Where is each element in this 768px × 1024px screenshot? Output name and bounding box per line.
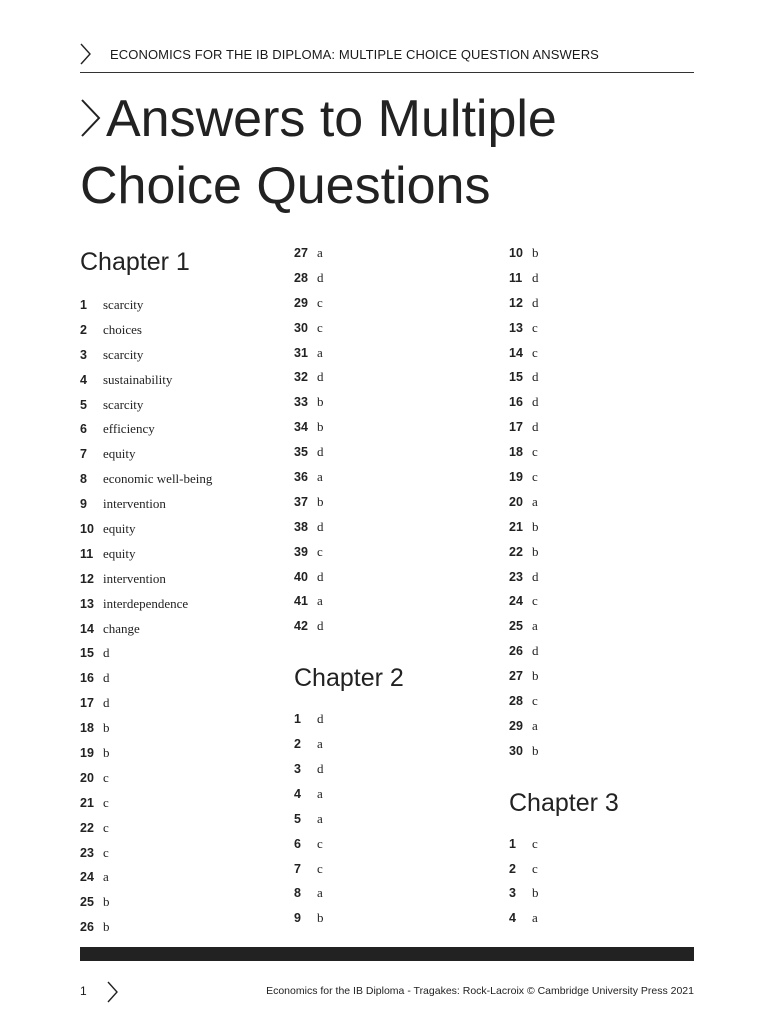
- answer-row: [294, 493, 494, 518]
- answer-text: a: [317, 469, 323, 485]
- answer-row: [509, 518, 709, 543]
- question-number: 25: [509, 619, 523, 634]
- answer-text: b: [532, 518, 539, 534]
- question-number: 8: [294, 886, 301, 901]
- question-number: 24: [509, 594, 523, 609]
- answer-text: a: [317, 810, 323, 826]
- question-number: 4: [80, 372, 87, 387]
- header-text: ECONOMICS FOR THE IB DIPLOMA: MULTIPLE CHOICE QUESTION ANSWERS: [110, 47, 599, 62]
- question-number: 21: [509, 519, 523, 534]
- answer-text: scarcity: [103, 297, 144, 312]
- answer-text: b: [103, 745, 110, 761]
- answer-row: [509, 543, 709, 568]
- question-number: 19: [80, 746, 94, 761]
- question-number: 12: [80, 571, 94, 586]
- question-number: 14: [80, 621, 94, 636]
- answer-row: [80, 445, 280, 470]
- chapter-2-answer-list: [294, 710, 494, 934]
- title-line-2: Choice Questions: [80, 157, 491, 215]
- chapter-1-answer-list: [80, 296, 280, 943]
- answer-text: c: [103, 819, 109, 835]
- answer-text: d: [103, 695, 110, 711]
- answer-row: [294, 543, 494, 568]
- answer-row: [80, 595, 280, 620]
- answer-text: equity: [103, 545, 136, 561]
- answer-row: [509, 884, 709, 909]
- answer-text: d: [532, 568, 539, 584]
- answer-row: [80, 620, 280, 645]
- chapter-3-heading: Chapter 3: [509, 788, 619, 817]
- chapter-1-answer-list-continued: [294, 244, 494, 642]
- answer-row: [80, 495, 280, 520]
- answer-text: scarcity: [103, 346, 144, 362]
- question-number: 23: [509, 569, 523, 584]
- answer-row: [294, 884, 494, 909]
- chapter-2-heading: Chapter 2: [294, 664, 404, 693]
- question-number: 28: [509, 694, 523, 709]
- question-number: 35: [294, 445, 308, 460]
- question-number: 37: [294, 494, 308, 509]
- answer-row: [509, 344, 709, 369]
- answer-text: a: [532, 618, 538, 634]
- footer-bar: [80, 947, 694, 961]
- question-number: 21: [80, 795, 94, 810]
- answer-row: [80, 719, 280, 744]
- answer-text: b: [103, 894, 110, 910]
- running-header: [80, 40, 694, 73]
- answer-row: [80, 545, 280, 570]
- question-number: 20: [509, 494, 523, 509]
- answer-row: [294, 760, 494, 785]
- question-number: 28: [294, 270, 308, 285]
- answer-row: [509, 742, 709, 767]
- question-number: 2: [509, 861, 516, 876]
- answer-text: c: [532, 444, 538, 460]
- answer-text: d: [317, 444, 324, 460]
- answer-text: b: [317, 419, 324, 435]
- answer-row: [294, 294, 494, 319]
- answer-row: [509, 269, 709, 294]
- question-number: 15: [80, 646, 94, 661]
- question-number: 1: [509, 836, 516, 851]
- question-number: 4: [294, 786, 301, 801]
- answer-text: c: [532, 344, 538, 360]
- answer-row: [294, 443, 494, 468]
- answer-row: [80, 868, 280, 893]
- question-number: 6: [80, 422, 87, 437]
- answer-text: d: [532, 419, 539, 435]
- answer-row: [80, 819, 280, 844]
- answer-row: [294, 244, 494, 269]
- chapter-3-answer-list: [509, 835, 709, 935]
- question-number: 13: [509, 320, 523, 335]
- question-number: 27: [294, 246, 308, 260]
- question-number: 22: [509, 544, 523, 559]
- answer-row: [509, 493, 709, 518]
- question-number: 6: [294, 836, 301, 851]
- question-number: 11: [80, 546, 94, 561]
- answer-text: d: [317, 618, 324, 634]
- question-number: 14: [509, 345, 523, 360]
- chapter-1-heading: Chapter 1: [80, 248, 190, 276]
- answer-row: [80, 570, 280, 595]
- question-number: 18: [509, 445, 523, 460]
- answer-text: c: [317, 543, 323, 559]
- question-number: 26: [509, 644, 523, 659]
- answer-text: c: [317, 835, 323, 851]
- answer-text: c: [317, 319, 323, 335]
- question-number: 20: [80, 770, 94, 785]
- answer-text: c: [103, 844, 109, 860]
- question-number: 2: [80, 322, 87, 337]
- answer-row: [509, 835, 709, 860]
- answer-text: c: [532, 593, 538, 609]
- chevron-right-icon: [80, 43, 92, 65]
- answer-text: c: [532, 860, 538, 876]
- question-number: 18: [80, 721, 94, 736]
- answer-row: [80, 694, 280, 719]
- answer-row: [509, 294, 709, 319]
- question-number: 34: [294, 420, 308, 435]
- answer-text: b: [532, 668, 539, 684]
- answer-text: d: [317, 711, 324, 727]
- answer-row: [294, 617, 494, 642]
- question-number: 9: [80, 497, 87, 512]
- question-number: 7: [294, 861, 301, 876]
- answer-text: b: [532, 885, 539, 901]
- question-number: 3: [509, 886, 516, 901]
- answer-row: [509, 667, 709, 692]
- answer-row: [294, 319, 494, 344]
- answer-row: [294, 368, 494, 393]
- question-number: 9: [294, 911, 301, 926]
- answer-text: a: [317, 245, 323, 260]
- answer-text: d: [317, 269, 324, 285]
- question-number: 1: [80, 298, 87, 312]
- answers-column-2: [294, 244, 494, 934]
- question-number: 3: [294, 762, 301, 777]
- answer-row: [294, 468, 494, 493]
- answer-row: [509, 592, 709, 617]
- answer-text: intervention: [103, 496, 166, 512]
- question-number: 8: [80, 472, 87, 487]
- chapter-2-answer-list-continued: [509, 244, 709, 767]
- question-number: 17: [80, 696, 94, 711]
- question-number: 7: [80, 447, 87, 462]
- answer-text: d: [317, 518, 324, 534]
- question-number: 2: [294, 737, 301, 752]
- answer-row: [80, 918, 280, 943]
- question-number: 41: [294, 594, 308, 609]
- answer-text: choices: [103, 321, 142, 337]
- answer-text: d: [532, 643, 539, 659]
- question-number: 33: [294, 395, 308, 410]
- answers-column-3: [509, 244, 709, 934]
- answer-row: [509, 568, 709, 593]
- answer-text: b: [532, 543, 539, 559]
- question-number: 30: [294, 320, 308, 335]
- answer-row: [80, 296, 280, 321]
- question-number: 26: [80, 920, 94, 935]
- answer-text: a: [103, 869, 109, 885]
- footer-credit: Economics for the IB Diploma - Tragakes: Rock-Lacroix © Cambridge University Press 2021: [266, 985, 694, 997]
- answer-text: d: [317, 369, 324, 385]
- answer-text: a: [317, 785, 323, 801]
- question-number: 31: [294, 345, 308, 360]
- page-number: 1: [80, 984, 87, 998]
- answer-row: [294, 860, 494, 885]
- question-number: 5: [80, 397, 87, 412]
- question-number: 17: [509, 420, 523, 435]
- answer-text: a: [317, 344, 323, 360]
- answer-row: [509, 418, 709, 443]
- answer-row: [509, 443, 709, 468]
- answer-text: c: [103, 794, 109, 810]
- answer-text: equity: [103, 446, 136, 462]
- question-number: 29: [509, 718, 523, 733]
- answer-text: b: [532, 742, 539, 758]
- answer-text: d: [317, 761, 324, 777]
- answer-text: c: [317, 294, 323, 310]
- question-number: 4: [509, 911, 516, 926]
- answer-text: d: [532, 369, 539, 385]
- answers-column-1: [80, 244, 280, 943]
- answer-text: d: [532, 269, 539, 285]
- chevron-right-icon: [107, 981, 119, 1003]
- answer-row: [509, 319, 709, 344]
- question-number: 24: [80, 870, 94, 885]
- answer-row: [294, 909, 494, 934]
- answer-text: b: [317, 394, 324, 410]
- answer-row: [294, 568, 494, 593]
- answer-text: a: [317, 736, 323, 752]
- answer-row: [80, 794, 280, 819]
- answer-row: [509, 468, 709, 493]
- answer-row: [80, 893, 280, 918]
- question-number: 36: [294, 470, 308, 485]
- question-number: 3: [80, 347, 87, 362]
- answer-row: [80, 470, 280, 495]
- answer-row: [509, 244, 709, 269]
- answer-text: a: [532, 493, 538, 509]
- answer-row: [294, 418, 494, 443]
- question-number: 11: [509, 270, 523, 285]
- answer-text: equity: [103, 521, 136, 537]
- answer-row: [80, 644, 280, 669]
- answer-text: c: [532, 693, 538, 709]
- answer-row: [80, 769, 280, 794]
- answer-text: efficiency: [103, 421, 155, 437]
- answer-row: [294, 710, 494, 735]
- answer-row: [80, 669, 280, 694]
- answer-row: [80, 844, 280, 869]
- answer-row: [80, 520, 280, 545]
- answer-row: [509, 717, 709, 742]
- answer-text: a: [532, 717, 538, 733]
- question-number: 22: [80, 820, 94, 835]
- page-title: [80, 86, 720, 220]
- answer-text: c: [317, 860, 323, 876]
- answer-row: [294, 785, 494, 810]
- question-number: 16: [80, 671, 94, 686]
- title-line-1: Answers to Multiple: [106, 90, 557, 148]
- answer-text: d: [103, 670, 110, 686]
- question-number: 40: [294, 569, 308, 584]
- answer-row: [294, 393, 494, 418]
- answer-row: [80, 346, 280, 371]
- question-number: 15: [509, 370, 523, 385]
- answer-text: c: [532, 835, 538, 851]
- question-number: 25: [80, 895, 94, 910]
- answer-text: a: [317, 885, 323, 901]
- answer-row: [80, 321, 280, 346]
- answer-text: intervention: [103, 570, 166, 586]
- question-number: 30: [509, 743, 523, 758]
- answer-row: [294, 344, 494, 369]
- answer-row: [509, 393, 709, 418]
- answer-text: a: [317, 593, 323, 609]
- answer-text: d: [532, 394, 539, 410]
- answer-row: [509, 909, 709, 934]
- answer-text: d: [317, 568, 324, 584]
- question-number: 1: [294, 712, 301, 727]
- answer-row: [294, 810, 494, 835]
- question-number: 23: [80, 845, 94, 860]
- answer-text: b: [103, 919, 110, 935]
- answer-text: b: [532, 245, 539, 260]
- question-number: 16: [509, 395, 523, 410]
- answer-text: c: [103, 769, 109, 785]
- question-number: 12: [509, 295, 523, 310]
- answer-row: [509, 617, 709, 642]
- answer-text: c: [532, 469, 538, 485]
- answer-row: [80, 744, 280, 769]
- answer-row: [294, 518, 494, 543]
- answer-row: [80, 396, 280, 421]
- answer-text: b: [317, 910, 324, 926]
- answer-text: sustainability: [103, 371, 173, 387]
- answer-text: change: [103, 620, 140, 636]
- answer-row: [294, 835, 494, 860]
- question-number: 38: [294, 519, 308, 534]
- question-number: 19: [509, 470, 523, 485]
- answer-text: d: [532, 294, 539, 310]
- answer-row: [80, 371, 280, 396]
- question-number: 39: [294, 544, 308, 559]
- answer-row: [509, 860, 709, 885]
- answer-row: [509, 692, 709, 717]
- answer-text: d: [103, 645, 110, 661]
- answer-row: [509, 642, 709, 667]
- answer-text: c: [532, 319, 538, 335]
- question-number: 13: [80, 596, 94, 611]
- answer-text: interdependence: [103, 595, 189, 611]
- question-number: 10: [509, 246, 523, 260]
- answer-row: [294, 592, 494, 617]
- answer-text: b: [103, 720, 110, 736]
- answer-text: b: [317, 493, 324, 509]
- question-number: 5: [294, 811, 301, 826]
- answer-text: scarcity: [103, 396, 144, 412]
- answer-row: [294, 735, 494, 760]
- question-number: 27: [509, 669, 523, 684]
- chevron-right-icon: [80, 98, 102, 138]
- question-number: 32: [294, 370, 308, 385]
- answer-row: [80, 420, 280, 445]
- question-number: 42: [294, 619, 308, 634]
- answer-row: [509, 368, 709, 393]
- answer-text: a: [532, 910, 538, 926]
- answer-row: [294, 269, 494, 294]
- question-number: 29: [294, 295, 308, 310]
- answer-text: economic well-being: [103, 471, 213, 487]
- question-number: 10: [80, 522, 94, 537]
